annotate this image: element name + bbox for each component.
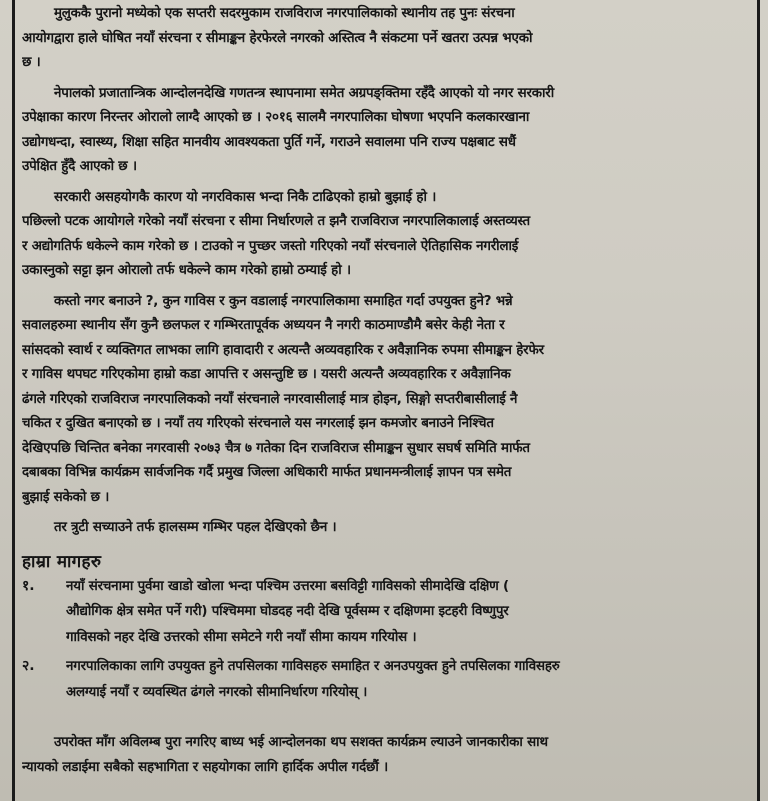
text-line: गाविसको नहर देखि उत्तरको सीमा समेटने गरी नयाँ सीमा कायम गरियोस । xyxy=(66,629,417,645)
text-line: उपेक्षाका कारण निरन्तर ओरालो लाग्दै आएको छ । २०१६ सालमै नगरपालिका घोषणा भएपनि कलकारखाना xyxy=(22,110,530,125)
paragraph-2 xyxy=(22,82,750,180)
paragraph-4 xyxy=(22,290,750,511)
text-line: मुलुककै पुरानो मध्येको एक सप्तरी सदरमुकाम राजविराज नगरपालिकाको स्थानीय तह पुनः संरचना xyxy=(54,6,515,21)
demand-number: २. xyxy=(22,658,35,674)
text-line: सवालहरुमा स्थानीय सँग कुनै छलफल र गम्भिरतापूर्वक अध्ययन नै नगरी काठमाण्डौमै बसेर केही नेता र xyxy=(22,318,505,333)
text-line: र अद्योगतिर्फ धकेल्ने काम गरेको छ । टाउको न पुच्छर जस्तो गरिएको नयाँ संरचनाले ऐतिहासिक नगरीलाई xyxy=(22,238,519,254)
text-line: सरकारी असहयोगकै कारण यो नगरविकास भन्दा निकै टाढिएको हाम्रो बुझाई हो । xyxy=(54,189,437,205)
text-line: पछिल्लो पटक आयोगले गरेको नयाँ संरचना र सीमा निर्धारणले त झनै राजविराज नगरपालिकालाई अस्तव्यस्त xyxy=(22,214,530,229)
text-line: उद्योगधन्दा, स्वास्थ्य, शिक्षा सहित मानवीय आवश्यकता पुर्ति गर्ने, गराउने सवालमा पनि राज्य पक्षबाट सधैं xyxy=(22,134,516,150)
text-line: उकास्नुको सट्टा झन ओरालो तर्फ धकेल्ने काम गरेको हाम्रो ठम्याई हो । xyxy=(22,263,351,278)
closing-paragraph xyxy=(22,731,750,780)
demand-item-2 xyxy=(22,654,750,705)
demand-number: १. xyxy=(22,577,35,594)
text-line: सांसदको स्वार्थ र व्यक्तिगत लाभका लागि हावादारी र अत्यन्तै अव्यवहारिक र अवैज्ञानिक रुपमा सीमाङ्कन हेरफेर xyxy=(22,342,544,358)
demand-item-1 xyxy=(22,574,750,651)
demands-heading: हाम्रा मागहरु xyxy=(22,551,102,572)
text-line: दबाबका विभिन्न कार्यक्रम सार्वजनिक गर्दै प्रमुख जिल्ला अधिकारी मार्फत प्रधानमन्त्रीलाई ज्ञापन पत्र समेत xyxy=(22,465,512,480)
right-border-rule xyxy=(757,0,760,801)
text-line: औद्योगिक क्षेत्र समेत पर्ने गरी) पश्चिममा घोडदह नदी देखि पूर्वसम्म र दक्षिणमा इटहरी विष्णुपुर xyxy=(66,604,509,619)
text-line: अलग्याई नयाँ र व्यवस्थित ढंगले नगरको सीमानिर्धारण गरियोस् । xyxy=(66,684,368,700)
text-line: तर त्रुटी सच्याउने तर्फ हालसम्म गम्भिर पहल देखिएको छैन । xyxy=(54,520,337,535)
notice-body xyxy=(22,2,750,780)
text-line: न्यायको लडाईमा सबैको सहभागिता र सहयोगका लागि हार्दिक अपील गर्दछौं । xyxy=(22,759,389,775)
text-line: चकित र दुखित बनाएको छ । नयाँ तय गरिएको संरचनाले यस नगरलाई झन कमजोर बनाउने निश्चित xyxy=(22,416,494,431)
text-line: कस्तो नगर बनाउने ?, कुन गाविस र कुन वडालाई नगरपालिकामा समाहित गर्दा उपयुक्त हुने? भन्ने xyxy=(54,293,513,309)
text-line: नगरपालिकाका लागि उपयुक्त हुने तपसिलका गाविसहरु समाहित र अनउपयुक्त हुने तपसिलका गाविसहरु xyxy=(66,659,560,674)
paragraph-3 xyxy=(22,186,750,284)
text-line: र गाविस थपघट गरिएकोमा हाम्रो कडा आपत्ति र असन्तुष्टि छ । यसरी अत्यन्तै अव्यवहारिक र अवैज्ञानिक xyxy=(22,367,511,382)
text-line: उपेक्षित हुँदै आएको छ । xyxy=(22,159,137,174)
text-line: आयोगद्वारा हाले घोषित नयाँ संरचना र सीमाङ्कन हेरफेरले नगरको अस्तित्व नै संकटमा पर्ने खतरा उत्पन्न भएको xyxy=(22,30,533,46)
text-line: बुझाई सकेको छ । xyxy=(22,489,110,505)
left-border-rule xyxy=(12,0,15,801)
text-line: नेपालको प्रजातान्त्रिक आन्दोलनदेखि गणतन्त्र स्थापनामा समेत अग्रपङ्क्तिमा रहँदै आएको यो नगर सरकारी xyxy=(54,85,555,101)
demand-text xyxy=(66,574,750,651)
text-line: नयाँ संरचनामा पुर्वमा खाडो खोला भन्दा पश्चिम उत्तरमा बसविट्टी गाविसको सीमादेखि दक्षिण ( xyxy=(66,578,509,594)
text-line: छ । xyxy=(22,55,41,70)
demand-text xyxy=(66,654,750,705)
text-line: उपरोक्त माँग अविलम्ब पुरा नगरिए बाध्य भई आन्दोलनका थप सशक्त कार्यक्रम ल्याउने जानकारीका साथ xyxy=(54,735,548,750)
text-line: देखिएपछि चिन्तित बनेका नगरवासी २०७३ चैत्र ७ गतेका दिन राजविराज सीमाङ्कन सुधार सघर्ष समिति मार्फत xyxy=(22,440,530,456)
paragraph-1 xyxy=(22,2,750,76)
text-line: ढंगले गरिएको राजविराज नगरपालिकको नयाँ संरचनाले नगरवासीलाई मात्र होइन, सिङ्गो सप्तरीबासीलाई नै xyxy=(22,391,518,407)
paragraph-5 xyxy=(22,516,750,541)
